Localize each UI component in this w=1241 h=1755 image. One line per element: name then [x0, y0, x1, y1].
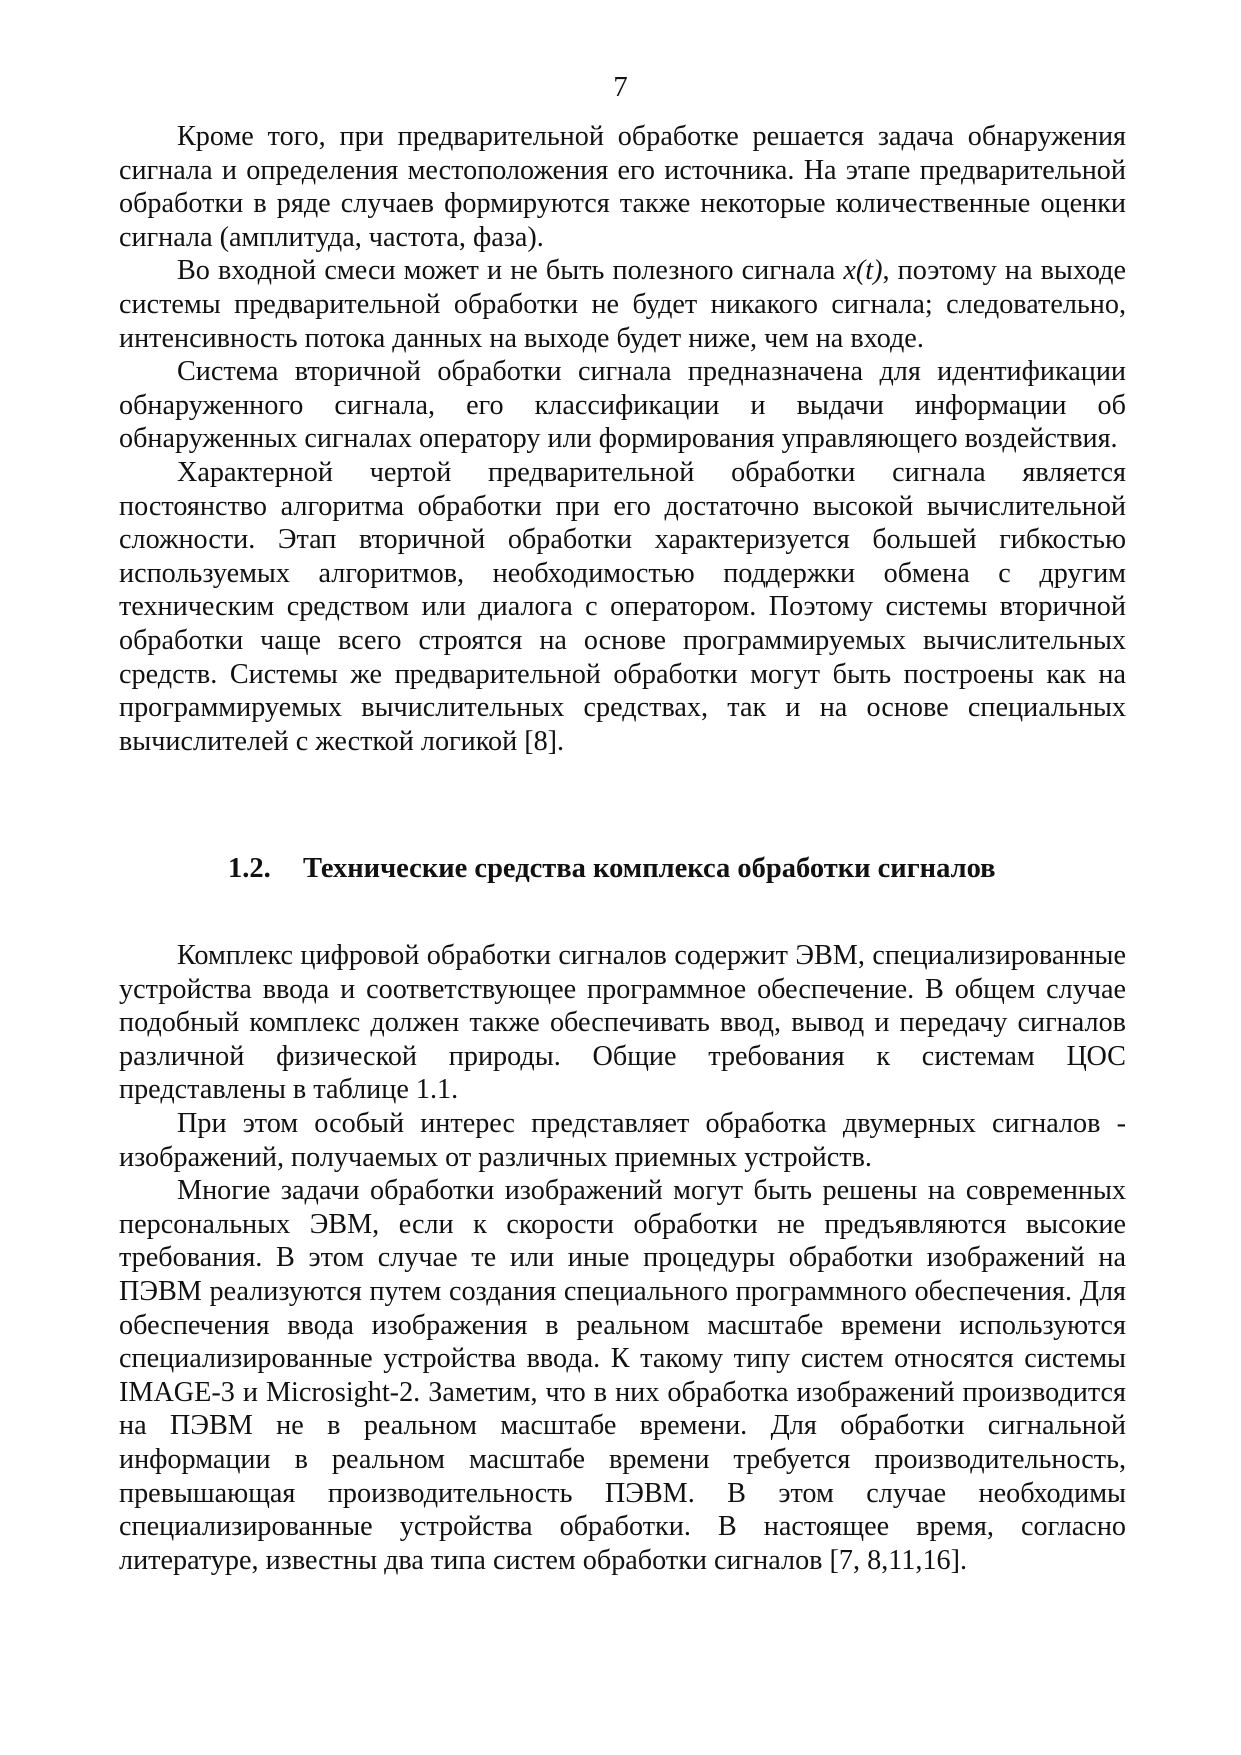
- paragraph-secondary-processing: Система вторичной обработки сигнала предназначена для идентификации обнаруженного сигнала, его классификации и выдачи информации об обнаруженных сигналах оператору или формирования управляющего воздействия.: [119, 356, 1126, 455]
- paragraph-input-mixture-text-1: Во входной смеси может и не быть полезного сигнала: [177, 255, 844, 287]
- page-number: 7: [613, 71, 628, 103]
- paragraph-dsp-complex: Комплекс цифровой обработки сигналов содержит ЭВМ, специализированные устройства ввода и соответствующее программное обеспечение. В общем случае подобный комплекс должен также обеспечивать ввод, вывод и передачу сигналов различной физической природы. Общие требования к системам ЦОС представлены в таблице 1.1.: [119, 940, 1126, 1106]
- paragraph-input-mixture: [119, 254, 1126, 355]
- paragraph-preprocessing-tasks: Кроме того, при предварительной обработке решается задача обнаружения сигнала и определения местоположения его источника. На этапе предварительной обработки в ряде случаев формируются также некоторые количественные оценки сигнала (амплитуда, частота, фаза).: [119, 121, 1126, 253]
- section-title: Технические средства комплекса обработки сигналов: [303, 853, 996, 884]
- section-number: 1.2.: [228, 853, 271, 884]
- paragraph-characteristic-feature: Характерной чертой предварительной обработки сигнала является постоянство алгоритма обработки при его достаточно высокой вычислительной сложности. Этап вторичной обработки характеризуется большей гибкостью используемых алгоритмов, необходимостью поддержки обмена с другим техническим средством или диалога с оператором. Поэтому системы вторичной обработки чаще всего строятся на основе программируемых вычислительных средств. Системы же предварительной обработки могут быть построены как на программируемых вычислительных средствах, так и на основе специальных вычислителей с жесткой логикой [8].: [119, 456, 1126, 757]
- paragraph-input-mixture-text-2: , поэтому на выходе системы предварительной обработки не будет никакого сигнала; следовательно, интенсивность потока данных на выходе будет ниже, чем на входе.: [119, 255, 1126, 354]
- signal-variable: x(t): [843, 255, 883, 287]
- paragraph-image-processing-tasks: Многие задачи обработки изображений могут быть решены на современных персональных ЭВМ, если к скорости обработки не предъявляются высокие требования. В этом случае те или иные процедуры обработки изображений на ПЭВМ реализуются путем создания специального программного обеспечения. Для обеспечения ввода изображения в реальном масштабе времени используются специализированные устройства ввода. К такому типу систем относятся системы IMAGE-3 и Microsight-2. Заметим, что в них обработка изображений производится на ПЭВМ не в реальном масштабе времени. Для обработки сигнальной информации в реальном масштабе времени требуется производительность, превышающая производительность ПЭВМ. В этом случае необходимы специализированные устройства обработки. В настоящее время, согласно литературе, известны два типа систем обработки сигналов [7, 8,11,16].: [119, 1175, 1126, 1576]
- paragraph-image-signals: При этом особый интерес представляет обработка двумерных сигналов - изображений, получаемых от различных приемных устройств.: [119, 1107, 1126, 1173]
- section-2-body: [119, 939, 1126, 1577]
- section-1-body: [119, 120, 1126, 758]
